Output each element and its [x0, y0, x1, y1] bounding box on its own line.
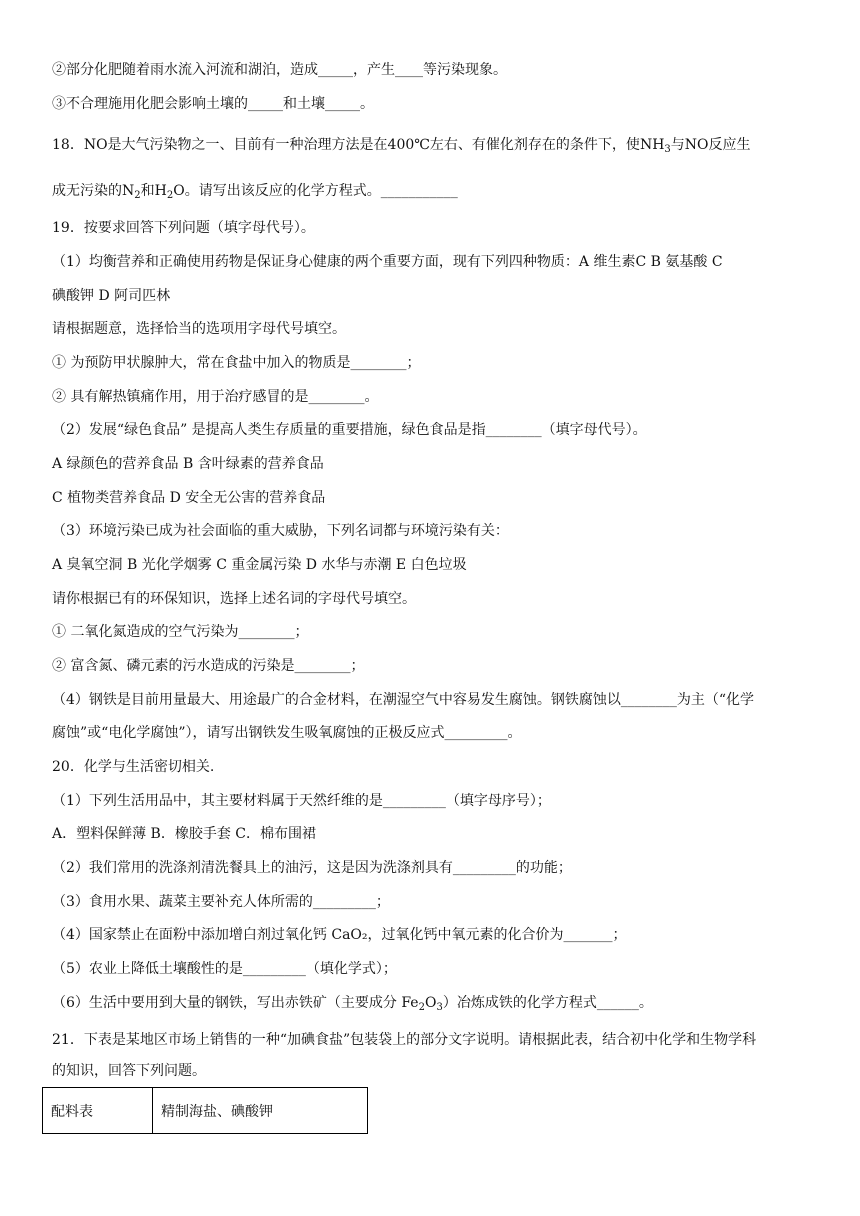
q19-part3-q2: ② 富含氮、磷元素的污水造成的污染是________； — [52, 658, 365, 674]
ingredient-table — [42, 1087, 368, 1134]
q19-part3-instruction: 请你根据已有的环保知识，选择上述名词的字母代号填空。 — [52, 591, 416, 607]
q19-part2-question: （2）发展“绿色食品” 是提高人类生存质量的重要措施，绿色食品是指________（填字母代号）。 — [52, 422, 647, 438]
q19-part1-intro: （1）均衡营养和正确使用药物是保证身心健康的两个重要方面，现有下列四种物质：A 维生素C B 氨基酸 C — [52, 254, 723, 270]
q20-part2: （2）我们常用的洗涤剂清洗餐具上的油污，这是因为洗涤剂具有_________的功能； — [52, 860, 572, 876]
q19-part1-instruction: 请根据题意，选择恰当的选项用字母代号填空。 — [52, 321, 346, 337]
q19-title: 19．按要求回答下列问题（填字母代号）。 — [52, 220, 315, 236]
q19-part1-options: 碘酸钾 D 阿司匹林 — [52, 288, 171, 304]
table-row — [43, 1088, 368, 1134]
q17-item-3: ③不合理施用化肥会影响土壤的_____和土壤_____。 — [52, 96, 374, 112]
q20-part4: （4）国家禁止在面粉中添加增白剂过氧化钙 CaO₂，过氧化钙中氧元素的化合价为_______； — [52, 927, 627, 943]
q19-part4-line2: 腐蚀”或“电化学腐蚀”），请写出钢铁发生吸氧腐蚀的正极反应式_________。 — [52, 725, 522, 741]
q20-title: 20．化学与生活密切相关. — [52, 759, 215, 775]
table-value-cell: 精制海盐、碘酸钾 — [153, 1088, 368, 1134]
q20-part6: （6）生活中要用到大量的钢铁，写出赤铁矿（主要成分 $Fe_2O_3$）冶炼成铁的化学方程式______。 — [52, 995, 653, 1013]
q21-line-1: 21．下表是某地区市场上销售的一种“加碘食盐”包装袋上的部分文字说明。请根据此表，结合初中化学和生物学科 — [52, 1032, 757, 1048]
table-label-cell: 配料表 — [43, 1088, 153, 1134]
q19-part2-options-ab: A 绿颜色的营养食品 B 含叶绿素的营养食品 — [52, 456, 324, 472]
q18-line-1: 18．NO是大气污染物之一、目前有一种治理方法是在400℃左右、有催化剂存在的条件下，使$NH_3$与NO反应生 — [52, 137, 751, 155]
q19-part1-q2: ② 具有解热镇痛作用，用于治疗感冒的是________。 — [52, 389, 379, 405]
q19-part3-intro: （3）环境污染已成为社会面临的重大威胁，下列名词都与环境污染有关： — [52, 523, 509, 539]
q20-part3: （3）食用水果、蔬菜主要补充人体所需的_________； — [52, 894, 390, 910]
q17-item-2: ②部分化肥随着雨水流入河流和湖泊，造成_____，产生____等污染现象。 — [52, 62, 507, 78]
q19-part2-options-cd: C 植物类营养食品 D 安全无公害的营养食品 — [52, 490, 326, 506]
q21-line-2: 的知识，回答下列问题。 — [52, 1063, 206, 1079]
q19-part3-terms: A 臭氧空洞 B 光化学烟雾 C 重金属污染 D 水华与赤潮 E 白色垃圾 — [52, 557, 467, 573]
q18-line-2: 成无污染的$N_2$和$H_2O$。请写出该反应的化学方程式。___________ — [52, 183, 458, 201]
q20-part1-options: A．塑料保鲜薄 B．橡胶手套 C．棉布围裙 — [52, 826, 317, 842]
q20-part1: （1）下列生活用品中，其主要材料属于天然纤维的是_________（填字母序号）； — [52, 793, 551, 809]
q19-part4-line1: （4）钢铁是目前用量最大、用途最广的合金材料，在潮湿空气中容易发生腐蚀。钢铁腐蚀以________为主（“化学 — [52, 692, 755, 708]
q19-part1-q1: ① 为预防甲状腺肿大，常在食盐中加入的物质是________； — [52, 355, 421, 371]
q19-part3-q1: ① 二氧化氮造成的空气污染为________； — [52, 624, 309, 640]
q20-part5: （5）农业上降低土壤酸性的是_________（填化学式）； — [52, 961, 397, 977]
